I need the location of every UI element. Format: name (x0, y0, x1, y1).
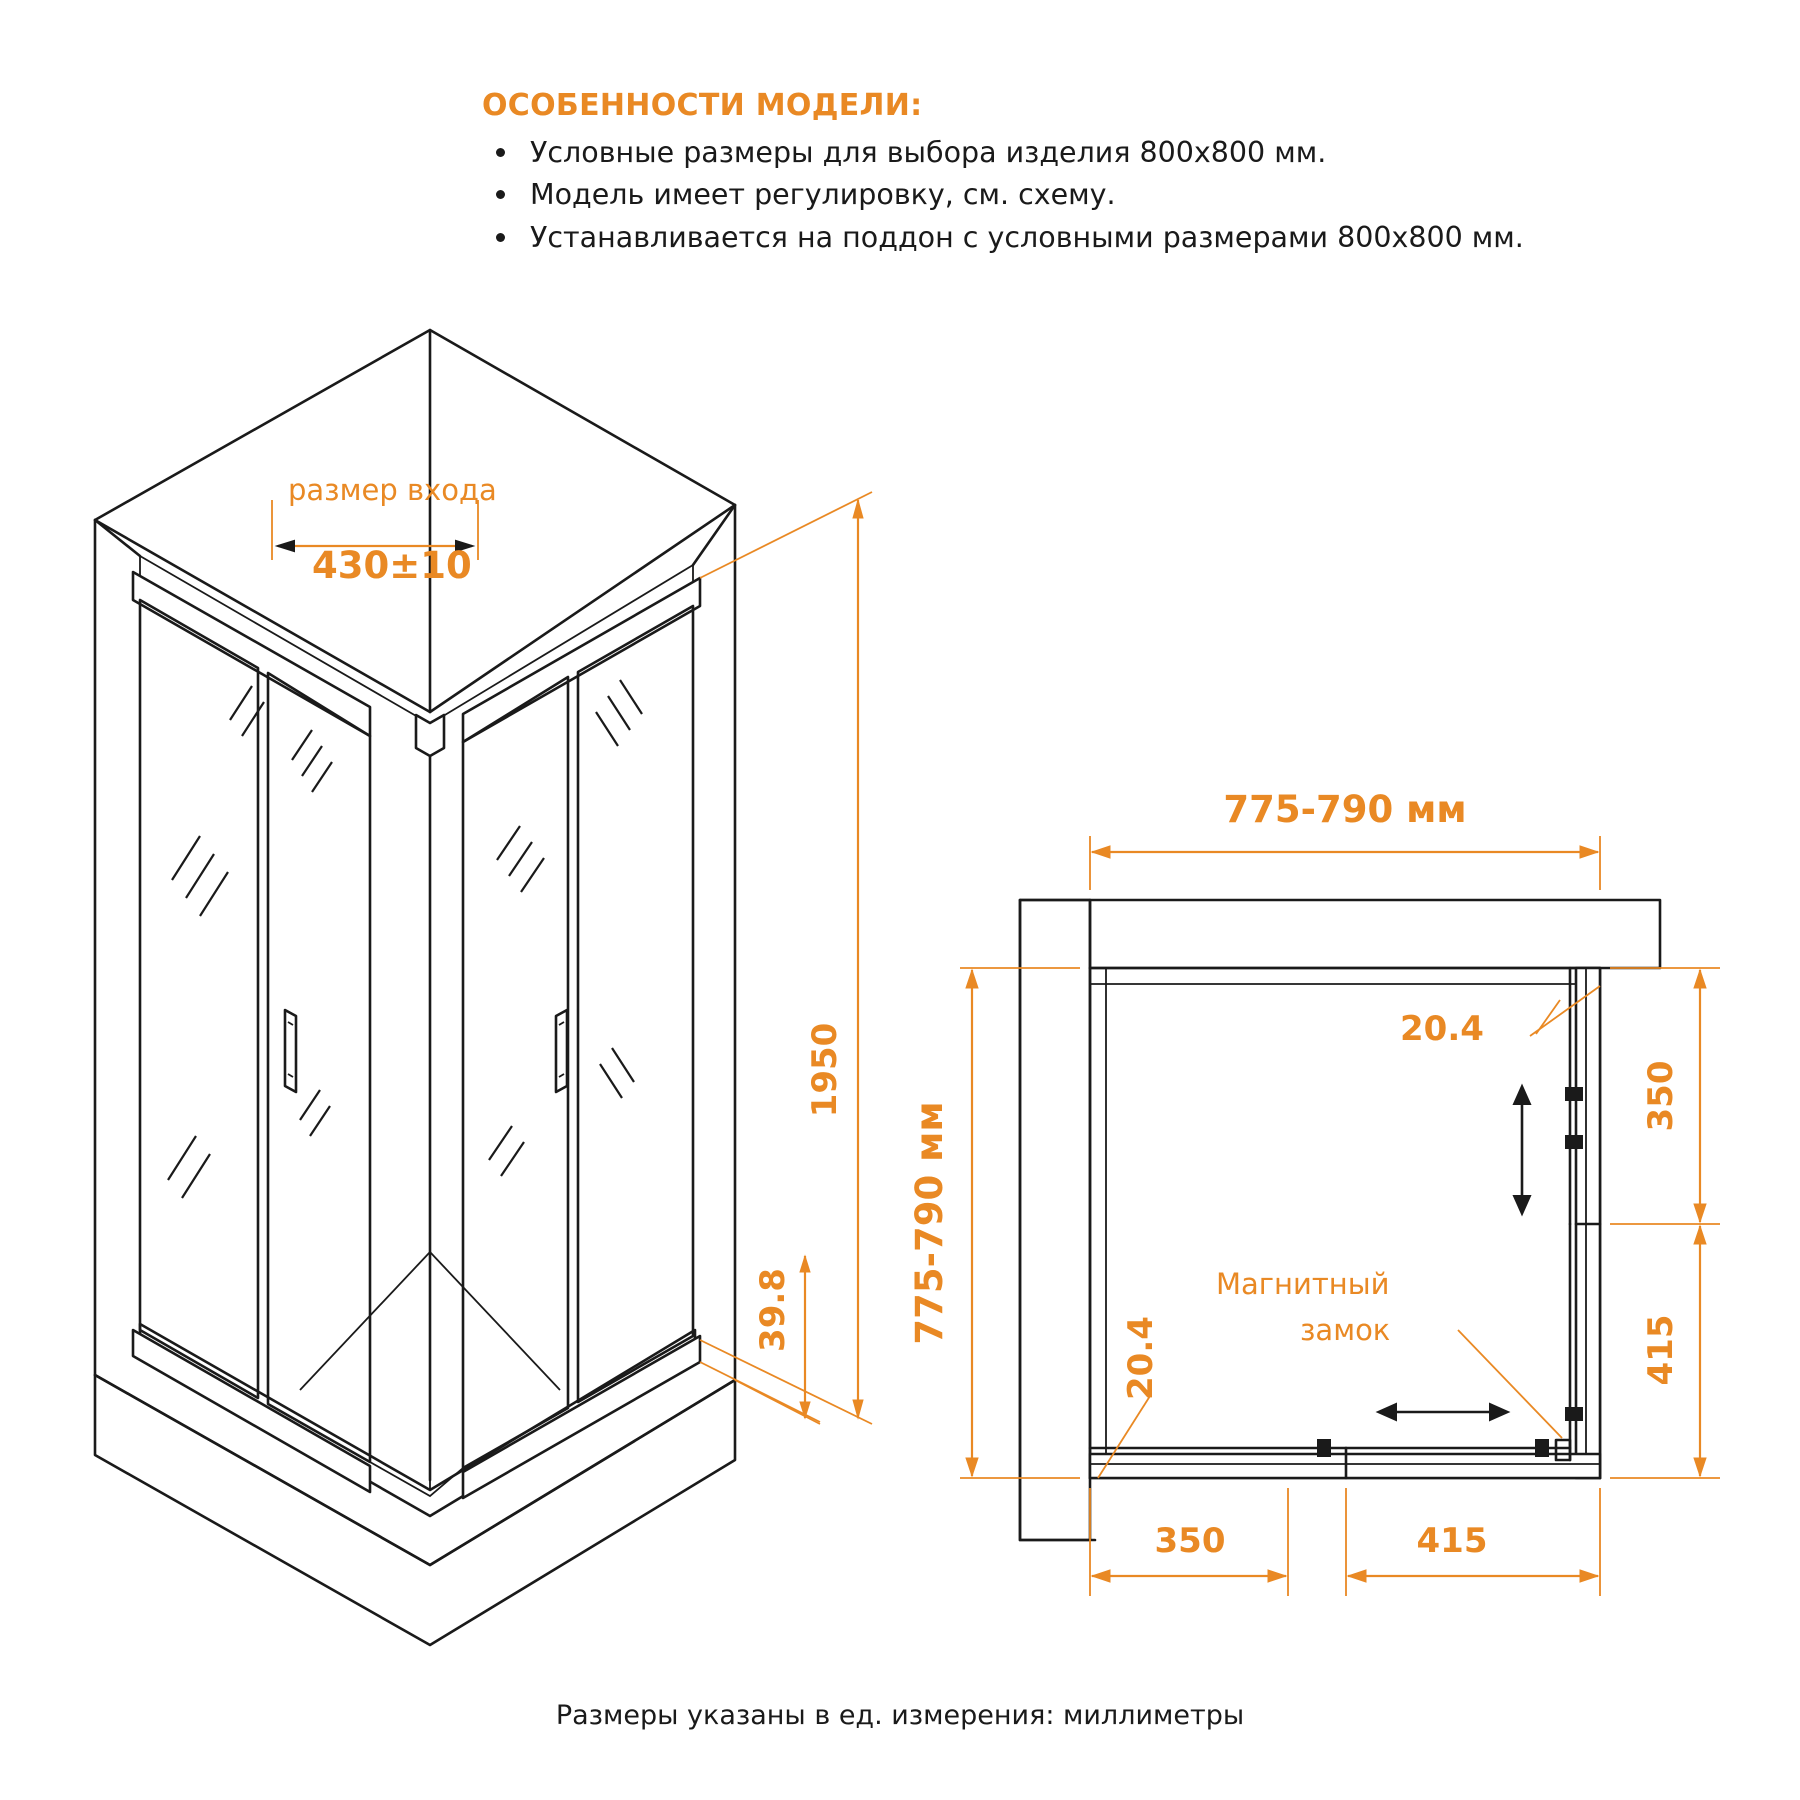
height-value: 1950 (805, 1022, 845, 1118)
dimension-plan-depth (908, 968, 1080, 1478)
units-note: Размеры указаны в ед. измерения: миллиметры (555, 1700, 1245, 1731)
bottom-seg-left-value: 350 (1154, 1521, 1226, 1561)
list-item: Модель имеет регулировку, см. схему. (478, 175, 1538, 215)
dimension-entrance-width (272, 473, 497, 587)
arrow-door-movement-horizontal (1378, 1404, 1508, 1420)
plan-depth-label: 775-790 мм (908, 1101, 951, 1345)
bottom-seg-right-value: 415 (1416, 1521, 1488, 1561)
isometric-shower-enclosure (95, 330, 872, 1645)
entrance-label: размер входа (288, 473, 497, 507)
base-height-value: 39.8 (753, 1268, 793, 1352)
dimension-plan-width (1090, 788, 1600, 890)
magnet-label-line1: Магнитный (1216, 1267, 1390, 1301)
list-item: Устанавливается на поддон с условными размерами 800х800 мм. (478, 218, 1538, 258)
dimension-bottom-segments (1090, 1488, 1600, 1596)
dimension-base-39-8 (700, 1256, 820, 1424)
dimension-right-segments (1610, 968, 1720, 1478)
profile-top-value: 20.4 (1400, 1009, 1484, 1049)
plan-width-label: 775-790 мм (1223, 788, 1467, 831)
right-seg-top-value: 350 (1641, 1060, 1681, 1132)
magnet-label-line2: замок (1300, 1313, 1391, 1347)
features-title: ОСОБЕННОСТИ МОДЕЛИ: (482, 88, 923, 123)
arrow-door-movement-vertical (1514, 1086, 1530, 1214)
right-seg-bottom-value: 415 (1641, 1314, 1681, 1386)
plan-view-enclosure (908, 788, 1720, 1596)
entrance-value: 430±10 (312, 544, 472, 587)
profile-left-value: 20.4 (1121, 1316, 1161, 1400)
list-item: Условные размеры для выбора изделия 800х800 мм. (478, 133, 1538, 173)
